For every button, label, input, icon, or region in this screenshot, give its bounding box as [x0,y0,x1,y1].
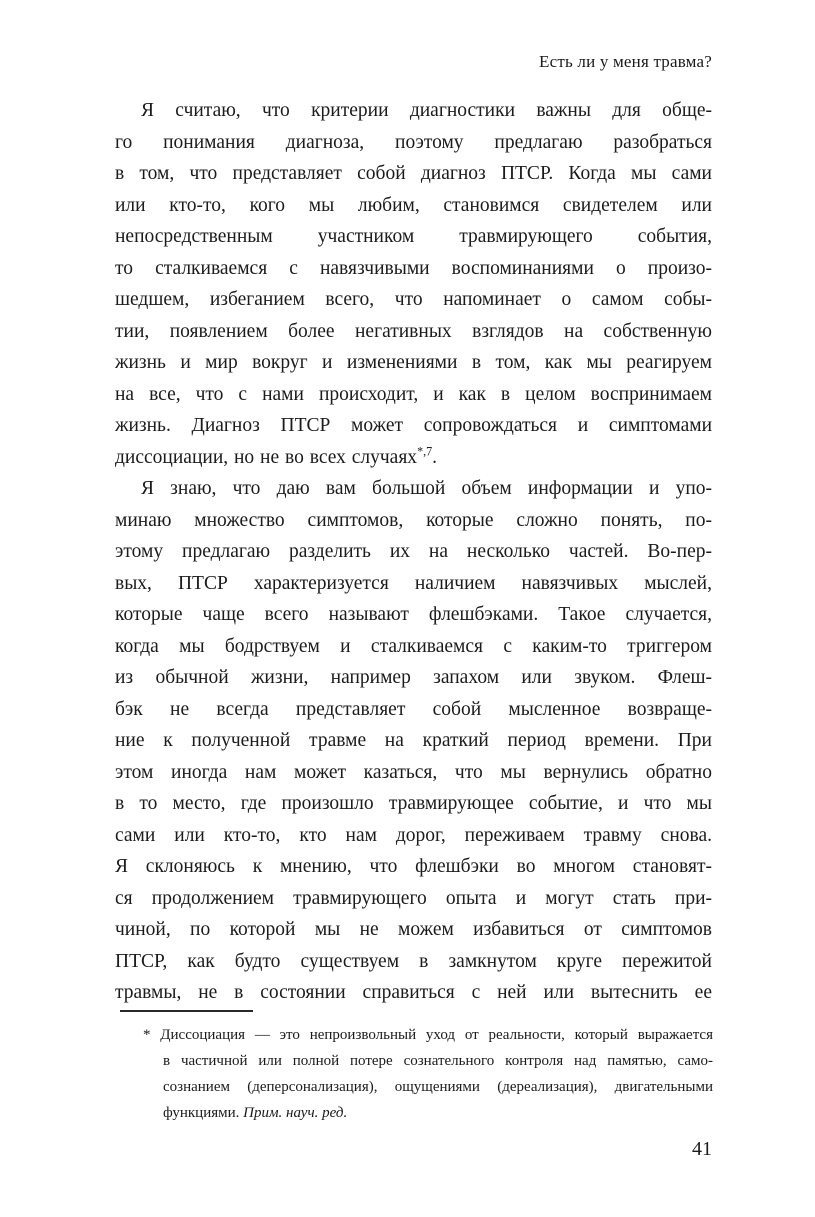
text-line: в то место, где произошло травмирующее событие, и что мы [115,793,712,814]
text-segment: функциями. [163,1105,244,1121]
footnote-separator [120,1010,253,1012]
text-line: бэк не всегда представляет собой мысленное возвраще- [115,698,712,720]
text-line: или кто-то, кого мы любим, становимся свидетелем или [115,194,712,216]
footnote [143,1022,713,1126]
text-line: Я склоняюсь к мнению, что флешбэки во многом становят- [115,856,712,877]
page-number: 41 [692,1138,712,1160]
text-line: на все, что с нами происходит, и как в целом воспринимаем [115,383,712,405]
text-line: го понимания диагноза, поэтому предлагаю разобраться [115,131,712,153]
text-line: этом иногда нам может казаться, что мы вернулись обратно [115,761,712,783]
paragraph [115,473,712,1009]
text-line: этому предлагаю разделить их на несколько частей. Во-пер- [115,541,712,562]
text-line: травмы, не в состоянии справиться с ней или вытеснить ее [115,982,712,1003]
text-line: то сталкиваемся с навязчивыми воспоминаниями о произо- [115,257,712,279]
text-segment: диссоциации, но не во всех случаях [115,446,418,468]
text-line: ся продолжением травмирующего опыта и могут стать при- [115,887,712,909]
footnote-reference: *,7 [417,444,433,458]
text-line: шедшем, избеганием всего, что напоминает о самом собы- [115,289,712,310]
text-line: когда мы бодрствуем и сталкиваемся с каким-то триггером [115,635,712,657]
text-line [115,442,712,474]
text-segment: . [432,446,438,468]
text-line: в том, что представляет собой диагноз ПТСР. Когда мы сами [115,163,712,184]
body-text [115,95,712,1009]
text-line: непосредственным участником травмирующего события, [115,226,712,247]
footnote-line: * Диссоциация — это непроизвольный уход от реальности, который выражается [143,1027,713,1043]
paragraph [115,95,712,473]
text-line: ПТСР, как будто существуем в замкнутом круге пережитой [115,950,712,972]
text-line: минаю множество симптомов, которые сложно понять, по- [115,509,712,531]
text-line: жизнь и мир вокруг и изменениями в том, как мы реагируем [115,352,712,373]
running-header: Есть ли у меня травма? [539,52,712,71]
text-segment: Прим. науч. ред. [243,1105,348,1121]
text-line: Я считаю, что критерии диагностики важны для обще- [141,100,712,121]
text-line: тии, появлением более негативных взглядов на собственную [115,320,712,342]
text-line: из обычной жизни, например запахом или звуком. Флеш- [115,667,712,688]
text-line: вых, ПТСР характеризуется наличием навязчивых мыслей, [115,572,712,594]
text-line: жизнь. Диагноз ПТСР может сопровождаться и симптомами [115,415,712,436]
text-line: ние к полученной травме на краткий период времени. При [115,730,712,751]
footnote-line: в частичной или полной потере сознательного контроля над памятью, само- [163,1053,713,1069]
text-line: чиной, по которой мы не можем избавиться от симптомов [115,919,712,940]
footnote-line [163,1100,713,1126]
text-line: сами или кто-то, кто нам дорог, переживаем травму снова. [115,824,712,846]
text-line: которые чаще всего называют флешбэками. Такое случается, [115,604,712,625]
footnote-line: сознанием (деперсонализация), ощущениями (дереализация), двигательными [163,1079,713,1095]
text-line: Я знаю, что даю вам большой объем информации и упо- [141,478,712,499]
